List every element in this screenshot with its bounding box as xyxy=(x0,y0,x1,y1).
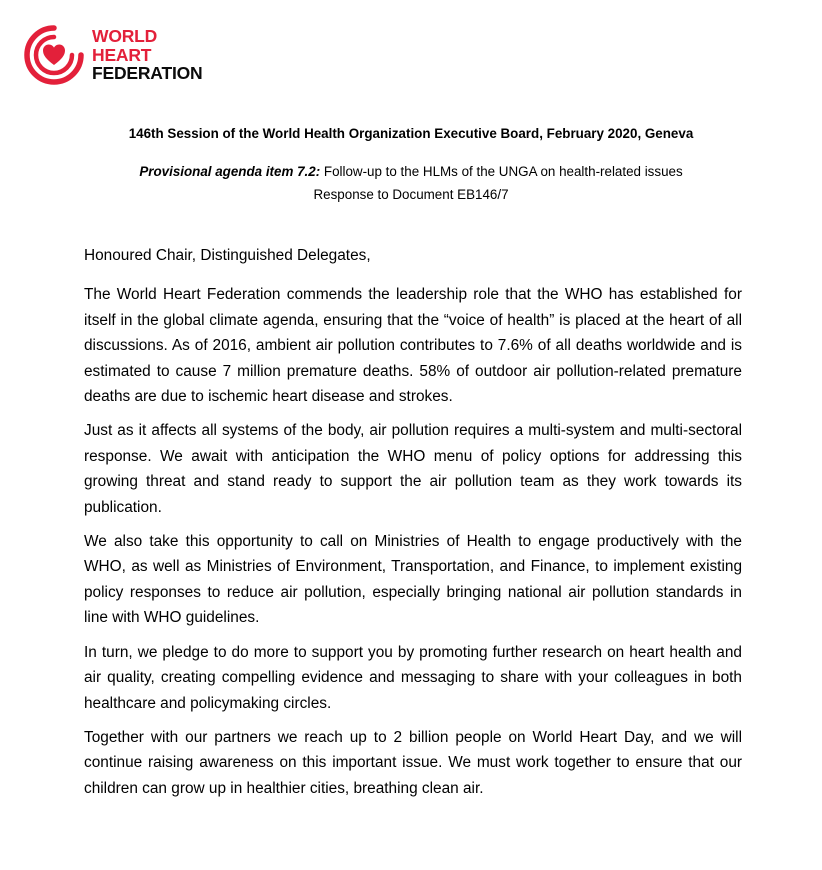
logo-line-federation: FEDERATION xyxy=(92,63,203,83)
paragraph-multisectoral: Just as it affects all systems of the body, air pollution requires a multi-system and multi-sectoral response. We await with anticipation the WHO menu of policy options for addressing this growing threat and stand ready to support the air pollution team as they work towards its publication. xyxy=(84,422,742,516)
paragraph-world-heart-day: Together with our partners we reach up to 2 billion people on World Heart Day, and we will continue raising awareness on this important issue. We must work together to ensure that our children can grow up in healthier cities, breathing clean air. xyxy=(84,728,742,797)
statement-body xyxy=(84,243,742,810)
agenda-block xyxy=(0,160,822,206)
session-title: 146th Session of the World Health Organization Executive Board, February 2020, Geneva xyxy=(128,126,694,141)
logo-wordmark xyxy=(92,27,202,83)
heart-ring-icon xyxy=(24,25,84,85)
paragraph-pledge: In turn, we pledge to do more to support you by promoting further research on heart health and air quality, creating compelling evidence and messaging to share with your colleagues in both healthcare and policymaking circles. xyxy=(84,643,742,712)
world-heart-federation-logo xyxy=(24,22,214,86)
logo-line-heart: HEART xyxy=(92,44,152,65)
paragraph-leadership: The World Heart Federation commends the leadership role that the WHO has established for itself in the global climate agenda, ensuring that the “voice of health” is placed at the heart of all discussions. As of 2016, ambient air pollution contributes to 7.6% of all deaths worldwide and is estimated to cause 7 million premature deaths. 58% of outdoor air pollution-related premature deaths are due to ischemic heart disease and strokes. xyxy=(84,286,742,406)
logo-line-world: WORLD xyxy=(92,26,158,46)
agenda-line xyxy=(0,160,822,183)
response-line: Response to Document EB146/7 xyxy=(313,187,509,202)
agenda-label: Provisional agenda item 7.2: xyxy=(139,164,321,179)
salutation: Honoured Chair, Distinguished Delegates, xyxy=(84,247,371,264)
paragraph-ministries: We also take this opportunity to call on Ministries of Health to engage productively with the WHO, as well as Ministries of Environment, Transportation, and Finance, to implement existing policy responses to reduce air pollution, especially bringing national air pollution standards in line with WHO guidelines. xyxy=(84,533,742,627)
agenda-text: Follow-up to the HLMs of the UNGA on health-related issues xyxy=(323,164,683,179)
